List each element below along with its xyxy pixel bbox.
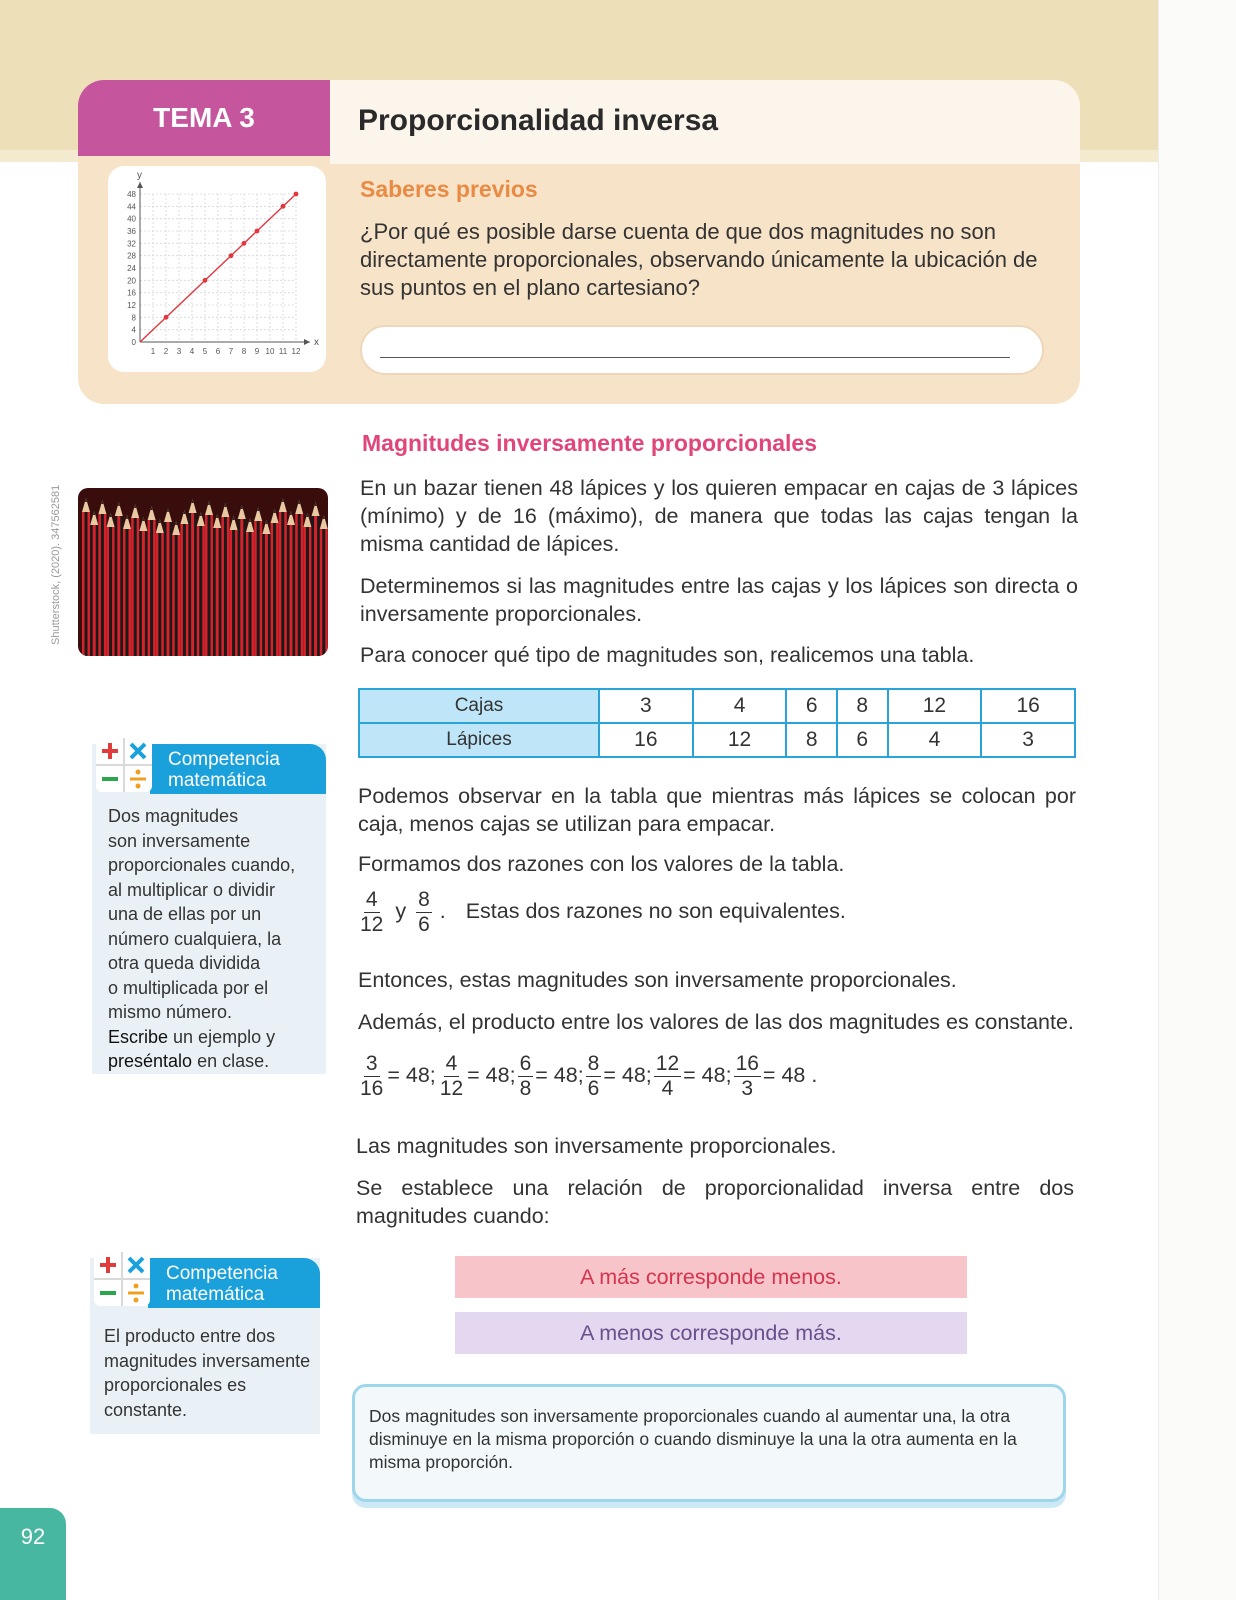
pencil [312, 502, 320, 656]
pencil [320, 515, 328, 656]
table-cell: 8 [786, 723, 837, 757]
pencil [164, 508, 172, 656]
x-tick-label: 7 [228, 347, 234, 356]
numerator: 3 [365, 1052, 378, 1075]
numerator: 8 [418, 888, 430, 911]
emphasis: preséntalo [108, 1051, 193, 1071]
pencil [156, 519, 164, 656]
fraction [654, 1052, 681, 1101]
definition-box [352, 1384, 1066, 1502]
table-header-cajas: Cajas [359, 689, 599, 723]
paragraph-observe: Podemos observar en la tabla que mientras más lápices se colocan por caja, menos cajas se utilizan para empacar. [358, 784, 1076, 836]
fraction [416, 888, 432, 937]
pencil [238, 505, 246, 656]
table-cell: 12 [693, 723, 787, 757]
pencil [271, 509, 279, 656]
y-tick-label: 0 [131, 338, 136, 347]
data-point [229, 253, 234, 258]
table-cell: 16 [599, 723, 693, 757]
period: . [439, 899, 446, 924]
competencia-title-1: Competencia [168, 749, 280, 770]
rule-band-2: A menos corresponde más. [455, 1312, 967, 1354]
pencil [90, 511, 98, 656]
y-axis-label: y [137, 170, 142, 181]
table-cell: 6 [837, 723, 888, 757]
table-header-lapices: Lápices [359, 723, 599, 757]
pencil [221, 503, 229, 656]
fraction [586, 1052, 602, 1101]
ratio-statement: Estas dos razones no son equivalentes. [465, 899, 846, 924]
paragraph-ratios: Formamos dos razones con los valores de la tabla. [358, 852, 845, 876]
pencil [115, 502, 123, 656]
direct-proportion-chart [108, 166, 326, 372]
x-tick-label: 8 [241, 347, 247, 356]
page-title: Proporcionalidad inversa [358, 104, 719, 137]
x-tick-label: 9 [254, 347, 260, 356]
math-operations-icon [92, 734, 156, 796]
text-line: proporcionales cuando, [108, 855, 296, 875]
denominator: 12 [360, 913, 384, 936]
data-point [294, 192, 299, 197]
denominator: 12 [439, 1077, 464, 1100]
text-line: al multiplicar o dividir [108, 879, 276, 900]
paragraph-relation: Se establece una relación de proporcionalidad inversa entre dos magnitudes cuando: [356, 1176, 1074, 1228]
text-line: magnitudes inversamente [104, 1350, 311, 1371]
pencil [279, 498, 287, 656]
y-tick-label: 20 [127, 276, 136, 286]
y-tick-label: 28 [127, 251, 136, 261]
text-line: son inversamente [108, 830, 251, 851]
y-tick-label: 40 [127, 214, 136, 224]
definition-text: Dos magnitudes son inversamente proporcionales cuando al aumentar una, la otra disminuye en la misma proporción o cuando disminuye la una la otra aumenta en la misma proporción. [369, 1406, 1017, 1472]
saberes-question: ¿Por qué es posible darse cuenta de que dos magnitudes no son directamente proporcionales, observando únicamente la ubicación de sus puntos en el plano cartesiano? [360, 219, 1038, 300]
section-title: Magnitudes inversamente proporcionales [362, 430, 818, 456]
text-line [108, 1025, 322, 1050]
pencil [246, 518, 254, 656]
y-tick-label: 12 [127, 301, 136, 310]
competencia-title-1: Competencia [166, 1263, 278, 1284]
fraction [358, 1052, 385, 1101]
pencil [303, 513, 311, 656]
pencil [205, 501, 213, 656]
y-tick-label: 44 [127, 202, 136, 212]
product-value: = 48; [683, 1063, 732, 1088]
paragraph-determine: Determinemos si las magnitudes entre las cajas y los lápices son directa o inversamente proporcionales. [360, 574, 1078, 626]
y-tick-label: 24 [127, 264, 136, 273]
numerator: 12 [655, 1052, 680, 1075]
competencia-header [148, 1258, 320, 1308]
table-cell: 4 [693, 689, 787, 723]
conjunction: y [395, 899, 407, 924]
pencil [131, 504, 139, 656]
denominator: 16 [360, 1077, 384, 1100]
data-point [203, 278, 208, 283]
numerator: 8 [587, 1052, 600, 1075]
header-box [78, 80, 1080, 404]
x-axis-arrow [304, 339, 310, 345]
x-tick-label: 6 [215, 347, 221, 356]
numerator: 16 [735, 1052, 759, 1075]
table-row [359, 723, 1075, 757]
y-axis-arrow [137, 182, 143, 188]
table-cell: 16 [981, 689, 1075, 723]
y-tick-label: 8 [131, 313, 136, 323]
competencia-text-1 [108, 804, 322, 1074]
table-cell: 8 [837, 689, 888, 723]
x-tick-label: 12 [291, 347, 301, 356]
y-tick-label: 4 [131, 325, 136, 335]
pencil [180, 510, 188, 656]
data-point [281, 204, 286, 209]
text-line: número cualquiera, la [108, 928, 282, 949]
topic-tab [78, 80, 330, 156]
pencil [230, 516, 238, 656]
table-cell: 3 [981, 723, 1075, 757]
pencils-photo [78, 488, 328, 656]
pencils-image [78, 488, 328, 656]
competencia-box-2 [90, 1258, 320, 1434]
numerator: 4 [445, 1052, 458, 1075]
competencia-header [150, 744, 326, 794]
denominator: 4 [661, 1077, 674, 1100]
y-tick-label: 36 [127, 227, 136, 236]
x-tick-label: 5 [202, 347, 208, 356]
ratio-line [358, 888, 846, 937]
product-value: = 48 . [762, 1063, 818, 1088]
text-fragment: un ejemplo y [168, 1026, 276, 1047]
competencia-box-1 [92, 744, 326, 1074]
y-tick-label: 16 [127, 288, 136, 298]
pencil [98, 500, 106, 656]
photo-credit: Shutterstock, (2020). 347562581 [50, 484, 62, 645]
table-cell: 4 [888, 723, 982, 757]
pencil [287, 511, 295, 656]
x-tick-label: 11 [278, 347, 288, 356]
text-line: otra queda dividida [108, 953, 261, 973]
saberes-title: Saberes previos [360, 176, 538, 202]
answer-field[interactable] [360, 325, 1044, 375]
numerator: 4 [365, 888, 378, 911]
x-tick-label: 3 [176, 347, 182, 356]
competencia-title-2: matemática [168, 770, 267, 791]
paragraph-magnitudes: Las magnitudes son inversamente proporcionales. [356, 1134, 837, 1158]
text-line: proporcionales es [104, 1375, 247, 1395]
paragraph-product: Además, el producto entre los valores de las dos magnitudes es constante. [358, 1010, 1074, 1034]
pencil [148, 506, 156, 656]
pencil [262, 520, 270, 656]
product-value: = 48; [387, 1063, 436, 1088]
rule-band-1: A más corresponde menos. [455, 1256, 967, 1298]
math-operations-icon [90, 1248, 154, 1310]
emphasis: Escribe [108, 1026, 169, 1047]
text-line: una de ellas por un [108, 904, 262, 924]
page-edge [1158, 0, 1236, 1600]
paragraph-conclusion: Entonces, estas magnitudes son inversamente proporcionales. [358, 968, 957, 992]
y-tick-label: 48 [127, 190, 136, 199]
text-fragment: en clase. [192, 1051, 270, 1071]
x-tick-label: 2 [163, 347, 169, 356]
products-line [358, 1052, 819, 1101]
pencil [254, 507, 262, 656]
table-row [359, 689, 1075, 723]
topic-label: TEMA 3 [153, 102, 255, 133]
paragraph-table-intro: Para conocer qué tipo de magnitudes son, realicemos una tabla. [360, 643, 975, 667]
text-line: constante. [104, 1399, 188, 1420]
numerator: 6 [519, 1052, 532, 1075]
product-value: = 48; [467, 1063, 516, 1088]
title-bar [330, 80, 1080, 164]
data-point [255, 229, 260, 234]
denominator: 3 [741, 1077, 754, 1100]
pencil [82, 498, 90, 656]
pencil [197, 512, 205, 656]
denominator: 6 [418, 913, 430, 936]
pencil [123, 515, 131, 656]
fraction [518, 1052, 534, 1101]
table-cell: 12 [888, 689, 982, 723]
x-tick-label: 1 [150, 347, 156, 356]
pencil [172, 521, 180, 656]
table-cell: 6 [786, 689, 837, 723]
page-number-tab [0, 1508, 66, 1600]
text-line: Dos magnitudes [108, 806, 239, 826]
fraction [438, 1052, 465, 1101]
text-line: El producto entre dos [104, 1326, 276, 1346]
pencil [139, 517, 147, 656]
fraction [734, 1052, 761, 1101]
competencia-title-2: matemática [166, 1284, 265, 1305]
product-value: = 48; [603, 1063, 652, 1088]
page-number: 92 [20, 1524, 46, 1549]
values-table [358, 688, 1076, 758]
paragraph-intro: En un bazar tienen 48 lápices y los quieren empacar en cajas de 3 lápices (mínimo) y de 16 (máximo), de manera que todas las cajas tengan la misma cantidad de lápices. [360, 476, 1078, 556]
fraction [358, 888, 385, 937]
denominator: 6 [587, 1077, 600, 1100]
product-value: = 48; [535, 1063, 584, 1088]
x-tick-label: 4 [189, 347, 195, 356]
text-line: o multiplicada por el [108, 977, 269, 998]
answer-line [380, 357, 1010, 358]
pencil [189, 499, 197, 656]
y-tick-label: 32 [127, 239, 136, 249]
denominator: 8 [519, 1077, 532, 1100]
competencia-text-2 [104, 1324, 318, 1422]
pencil [295, 500, 303, 656]
data-point [164, 315, 169, 320]
text-line [108, 1049, 322, 1074]
graph-card [108, 166, 326, 372]
data-point [242, 241, 247, 246]
table-cell: 3 [599, 689, 693, 723]
x-tick-label: 10 [265, 347, 275, 356]
pencil [107, 513, 115, 656]
x-axis-label: x [314, 337, 319, 348]
text-line: mismo número. [108, 1002, 233, 1022]
pencil [213, 514, 221, 656]
